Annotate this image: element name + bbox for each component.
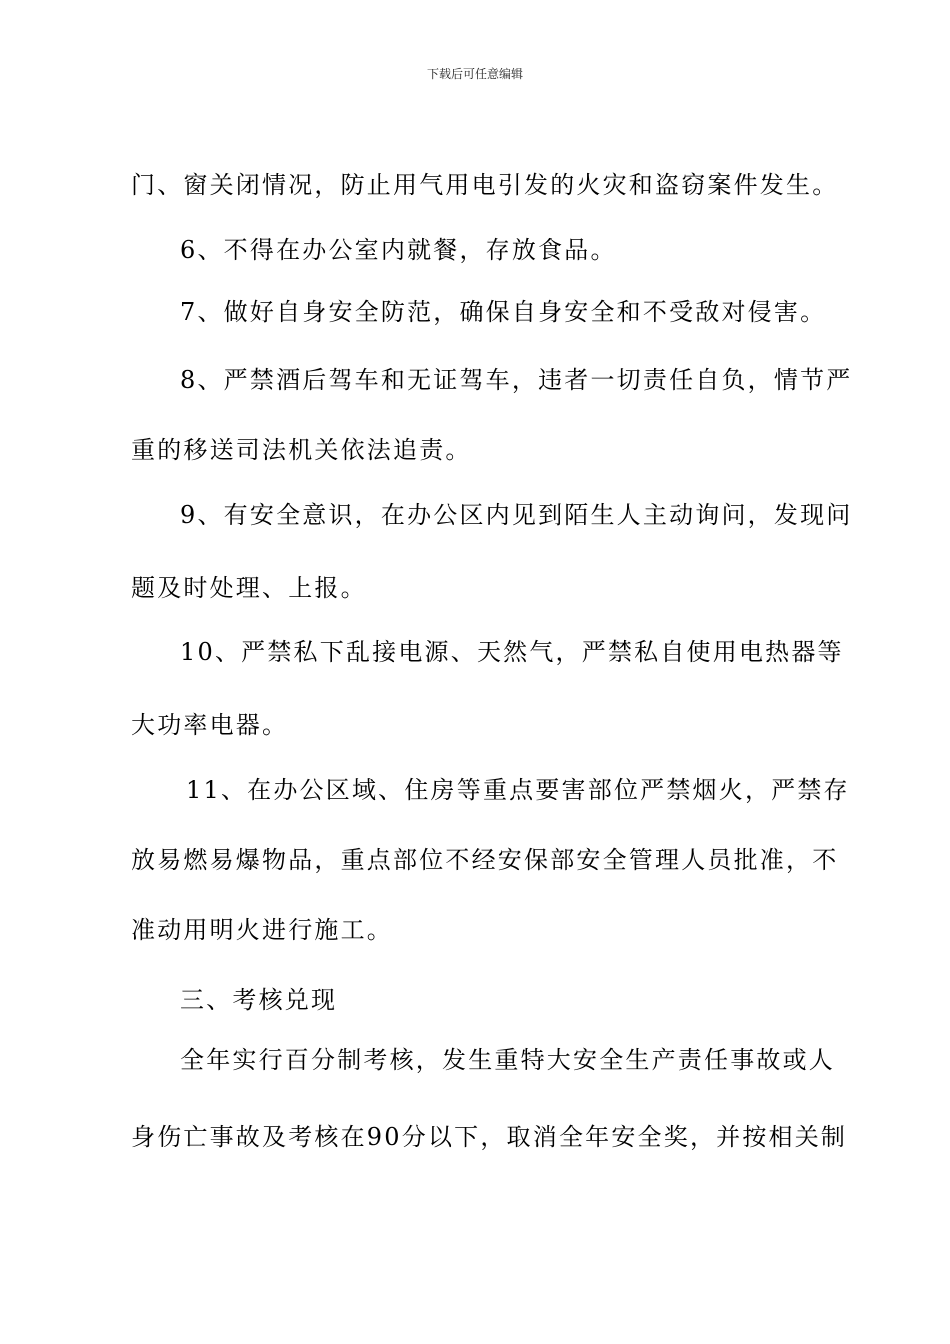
text-line-4: 8、严禁酒后驾车和无证驾车，违者一切责任自负，情节严 [180,366,853,394]
text-line-9: 大功率电器。 [131,711,289,739]
text-line-5: 重的移送司法机关依法追责。 [131,436,472,464]
text-line-12: 准动用明火进行施工。 [131,916,393,944]
text-line-7: 题及时处理、上报。 [131,574,367,602]
text-line-10: 11、在办公区域、住房等重点要害部位严禁烟火，严禁存 [186,776,850,804]
page-header: 下载后可任意编辑 [426,67,523,81]
text-line-6: 9、有安全意识，在办公区内见到陌生人主动询问，发现问 [180,501,853,529]
text-line-3: 7、做好自身安全防范，确保自身安全和不受敌对侵害。 [180,298,827,326]
text-line-1: 门、窗关闭情况，防止用气用电引发的火灾和盗窃案件发生。 [131,171,839,199]
text-line-8: 10、严禁私下乱接电源、天然气，严禁私自使用电热器等 [180,638,844,666]
text-line-14: 全年实行百分制考核，发生重特大安全生产责任事故或人 [180,1046,835,1074]
text-line-11: 放易燃易爆物品，重点部位不经安保部安全管理人员批准，不 [131,846,839,874]
text-line-2: 6、不得在办公室内就餐，存放食品。 [180,236,617,264]
section-heading: 三、考核兑现 [180,986,338,1014]
text-line-15: 身伤亡事故及考核在90分以下，取消全年安全奖，并按相关制 [131,1123,848,1151]
